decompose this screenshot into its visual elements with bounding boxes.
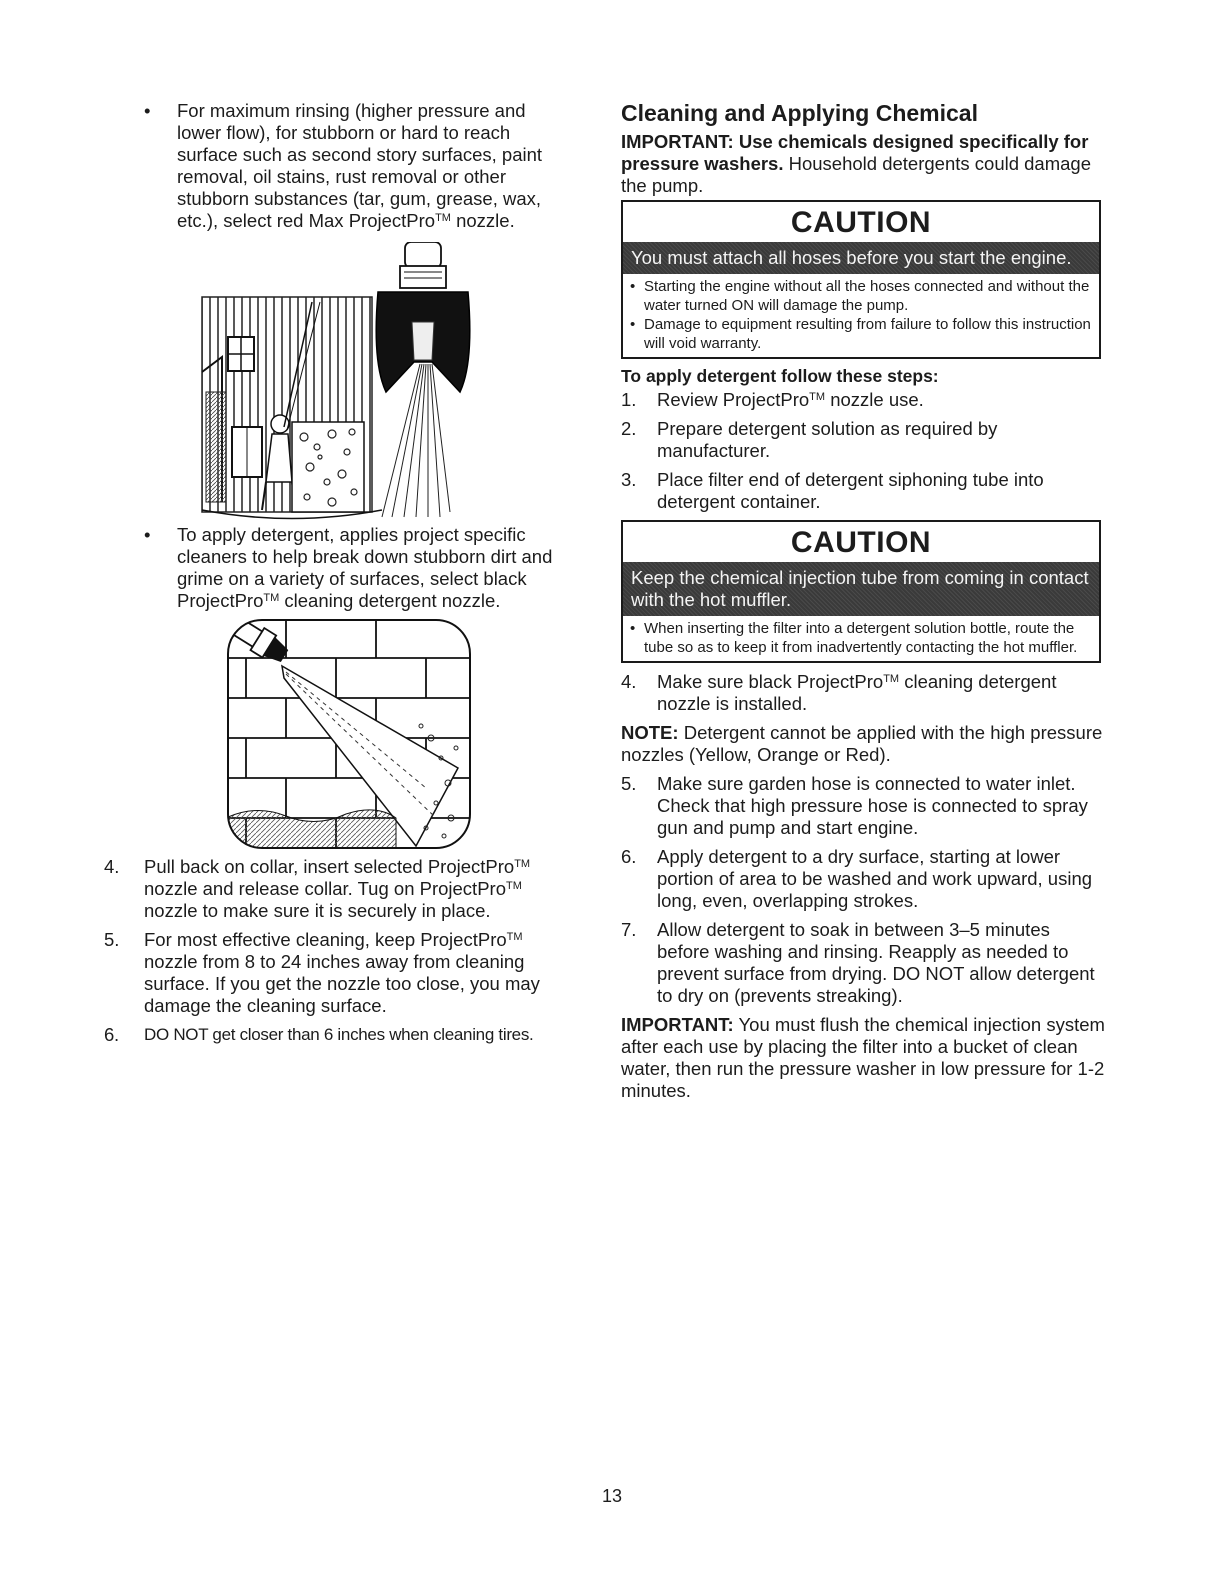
right-step-4 [621, 671, 1105, 715]
step-text: Place filter end of detergent siphoning tube into detergent container. [657, 469, 1044, 512]
important-flush-text: You must flush the chemical injection system after each use by placing the filter into a bucket of clean water, then run the pressure washer in low pressure for 1-2 minutes. [621, 1014, 1105, 1101]
trademark-symbol: TM [514, 858, 531, 870]
trademark-symbol: TM [263, 592, 280, 604]
important-chemicals [621, 131, 1105, 197]
step-number: 5. [104, 929, 120, 950]
illustration-house-rinsing [192, 242, 574, 522]
caution-bar: Keep the chemical injection tube from coming in contact with the hot muffler. [623, 562, 1099, 616]
important-chemicals-bold: IMPORTANT: Use chemicals designed specifically for pressure washers. [621, 131, 1089, 174]
caution-item [623, 619, 1099, 657]
right-step-5 [621, 773, 1105, 839]
step-number: 4. [104, 856, 120, 877]
note-paragraph [621, 722, 1105, 766]
caution-item-text: When inserting the filter into a detergent solution bottle, route the tube so as to keep it from inadvertently contacting the hot muffler. [644, 620, 1078, 656]
important-flush [621, 1014, 1105, 1102]
caution-title: CAUTION [790, 206, 932, 239]
bullet-dot: • [630, 620, 636, 637]
step-text: Make sure black ProjectPro™ cleaning detergent nozzle is installed. [657, 671, 1057, 714]
right-step-3 [621, 469, 1105, 513]
step-number: 6. [621, 846, 637, 867]
step-text: DO NOT get closer than 6 inches when cleaning tires. [144, 1025, 534, 1044]
bullet-dot: • [630, 316, 636, 333]
bullet-red-nozzle [104, 100, 574, 232]
important-flush-label: IMPORTANT: [621, 1014, 734, 1035]
step-text: Prepare detergent solution as required by manufacturer. [657, 418, 998, 461]
step-number: 1. [621, 389, 637, 410]
apply-detergent-heading: To apply detergent follow these steps: [621, 366, 939, 386]
bullet-dot: • [144, 100, 151, 121]
caution-item-text: Starting the engine without all the hoses connected and without the water turned ON will damage the pump. [644, 278, 1090, 314]
trademark-symbol: TM [506, 880, 522, 892]
left-step-4 [104, 856, 574, 922]
step-text: Pull back on collar, insert selected ProjectPro™ nozzle and release collar. Tug on ProjectPro™ nozzle to make sure it is securely in place. [144, 856, 531, 921]
left-steps [104, 856, 574, 1046]
right-step-1 [621, 389, 1105, 411]
step-text: For most effective cleaning, keep ProjectPro™ nozzle from 8 to 24 inches away from cleaning surface. If you get the nozzle too close, you may damage the cleaning surface. [144, 929, 540, 1016]
house-rinsing-drawing [192, 242, 492, 522]
right-steps-b [621, 773, 1105, 1007]
important-chemicals-rest: Household detergents could damage the pump. [621, 153, 1092, 196]
caution-box-hoses [621, 200, 1101, 359]
step-number: 4. [621, 671, 637, 692]
step-number: 5. [621, 773, 637, 794]
left-column [104, 100, 574, 1053]
bullet-detergent-nozzle [104, 524, 574, 612]
step-number: 7. [621, 919, 637, 940]
note-text: Detergent cannot be applied with the high pressure nozzles (Yellow, Orange or Red). [621, 722, 1103, 765]
caution-item [623, 277, 1099, 315]
trademark-symbol: TM [435, 212, 451, 224]
bullet-red-nozzle-text: For maximum rinsing (higher pressure and lower flow), for stubborn or hard to reach surface such as second story surfaces, paint removal, oil stains, rust removal or other stubborn substances (tar, gum, grease, wax, etc.), select red Max ProjectPro™ nozzle. [177, 100, 543, 231]
trademark-symbol: TM [506, 931, 523, 943]
caution-body [623, 274, 1099, 357]
bullet-dot: • [144, 524, 151, 545]
caution-item [623, 315, 1099, 353]
step-number: 6. [104, 1024, 119, 1045]
right-step-6 [621, 846, 1105, 912]
step-text: Review ProjectPro™ nozzle use. [657, 389, 924, 410]
caution-body [623, 616, 1099, 661]
left-step-6 [104, 1024, 574, 1046]
trademark-symbol: TM [809, 391, 826, 403]
caution-bar: You must attach all hoses before you start the engine. [623, 242, 1099, 274]
note-label: NOTE: [621, 722, 679, 743]
caution-box-muffler [621, 520, 1101, 663]
step-number: 2. [621, 418, 637, 439]
right-step-7 [621, 919, 1105, 1007]
left-step-5 [104, 929, 574, 1017]
right-steps-a [621, 389, 1105, 513]
step-text: Make sure garden hose is connected to water inlet. Check that high pressure hose is connected to spray gun and pump and start engine. [657, 773, 1088, 838]
step-text: Allow detergent to soak in between 3–5 minutes before washing and rinsing. Reapply as needed to prevent surface from drying. DO NOT allow detergent to dry on (prevents streaking). [657, 919, 1095, 1006]
caution-item-text: Damage to equipment resulting from failure to follow this instruction will void warranty. [644, 316, 1091, 352]
illustration-brick-cleaning [226, 618, 574, 850]
brick-cleaning-drawing [226, 618, 472, 850]
right-step-2 [621, 418, 1105, 462]
bullet-detergent-nozzle-text: To apply detergent, applies project specific cleaners to help break down stubborn dirt and grime on a variety of surfaces, select black ProjectPro™ cleaning detergent nozzle. [177, 524, 553, 611]
caution-title: CAUTION [790, 526, 932, 559]
section-heading: Cleaning and Applying Chemical [621, 100, 978, 126]
bullet-dot: • [630, 278, 636, 295]
page-number: 13 [601, 1486, 623, 1506]
trademark-symbol: TM [883, 673, 900, 685]
right-column [621, 100, 1105, 1102]
step-text: Apply detergent to a dry surface, starting at lower portion of area to be washed and work upward, using long, even, overlapping strokes. [657, 846, 1093, 911]
step-number: 3. [621, 469, 637, 490]
